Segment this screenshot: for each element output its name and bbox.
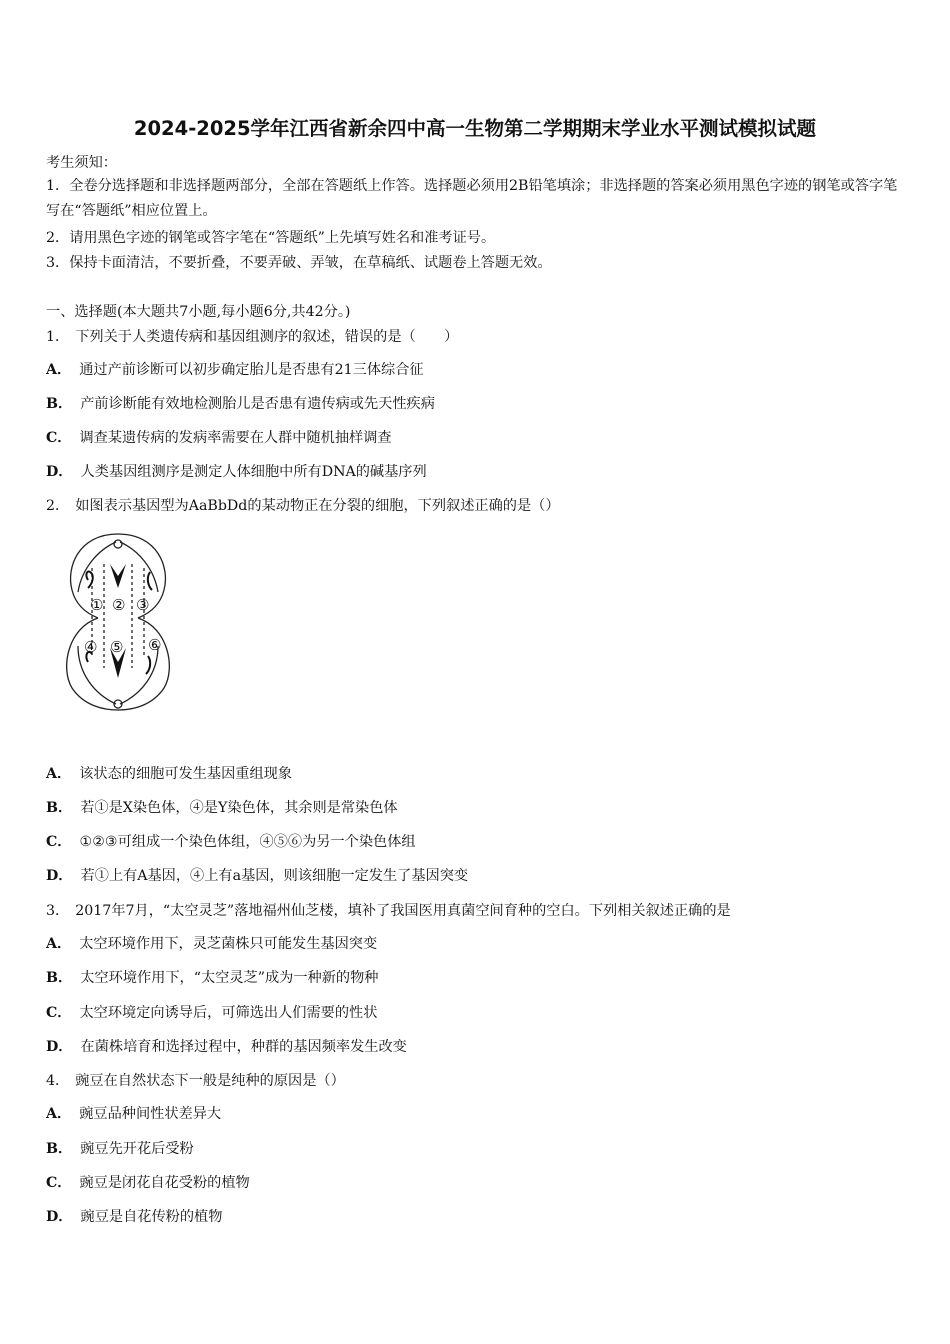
- option-2d: D． 若①上有A基因，④上有a基因，则该细胞一定发生了基因突变: [46, 868, 469, 884]
- cell-division-figure: [58, 528, 178, 714]
- question-number: 2．: [46, 498, 70, 514]
- label-4: ④: [84, 638, 98, 656]
- option-1a: A． 通过产前诊断可以初步确定胎儿是否患有21三体综合征: [46, 362, 424, 378]
- notice-item-3: 3．保持卡面清洁，不要折叠，不要弄破、弄皱，在草稿纸、试题卷上答题无效。: [46, 255, 552, 271]
- label-1: ①: [90, 596, 104, 614]
- question-3: [46, 900, 731, 920]
- question-stem: 如图表示基因型为AaBbDd的某动物正在分裂的细胞，下列叙述正确的是（）: [75, 498, 560, 514]
- option-4b: B． 豌豆先开花后受粉: [46, 1141, 194, 1157]
- question-number: 4．: [46, 1073, 70, 1089]
- label-3: ③: [136, 596, 150, 614]
- option-3a: A． 太空环境作用下，灵芝菌株只可能发生基因突变: [46, 936, 378, 952]
- notice-item-1: 1．全卷分选择题和非选择题两部分，全部在答题纸上作答。选择题必须用2B铅笔填涂；非选择题的答案必须用黑色字迹的钢笔或答字笔写在“答题纸”相应位置上。: [46, 178, 898, 219]
- option-3b: B． 太空环境作用下，“太空灵芝”成为一种新的物种: [46, 970, 379, 986]
- option-1d: D． 人类基因组测序是测定人体细胞中所有DNA的碱基序列: [46, 464, 427, 480]
- option-4d: D． 豌豆是自花传粉的植物: [46, 1209, 223, 1225]
- option-4c: C． 豌豆是闭花自花受粉的植物: [46, 1175, 250, 1191]
- label-5: ⑤: [110, 638, 124, 656]
- question-number: 1．: [46, 329, 70, 345]
- option-1b: B． 产前诊断能有效地检测胎儿是否患有遗传病或先天性疾病: [46, 396, 435, 412]
- question-4: [46, 1070, 345, 1090]
- question-stem: 豌豆在自然状态下一般是纯种的原因是（）: [75, 1073, 345, 1089]
- option-4a: A． 豌豆品种间性状差异大: [46, 1106, 222, 1122]
- label-2: ②: [112, 596, 126, 614]
- question-stem: 2017年7月，“太空灵芝”落地福州仙芝楼，填补了我国医用真菌空间育种的空白。下列相关叙述正确的是: [75, 903, 731, 919]
- option-2c: C． ①②③可组成一个染色体组，④⑤⑥为另一个染色体组: [46, 834, 416, 850]
- option-1c: C． 调查某遗传病的发病率需要在人群中随机抽样调查: [46, 430, 392, 446]
- option-3d: D． 在菌株培育和选择过程中，种群的基因频率发生改变: [46, 1039, 407, 1055]
- label-6: ⑥: [148, 636, 162, 654]
- question-2: [46, 495, 560, 515]
- notice-item-2: 2．请用黑色字迹的钢笔或答字笔在“答题纸”上先填写姓名和准考证号。: [46, 230, 496, 246]
- option-2a: A． 该状态的细胞可发生基因重组现象: [46, 766, 293, 782]
- option-2b: B． 若①是X染色体，④是Y染色体，其余则是常染色体: [46, 800, 398, 816]
- notice-heading: 考生须知：: [46, 155, 117, 171]
- option-3c: C． 太空环境定向诱导后，可筛选出人们需要的性状: [46, 1005, 378, 1021]
- question-stem: 下列关于人类遗传病和基因组测序的叙述，错误的是（ ）: [75, 329, 459, 345]
- page-title: 2024-2025学年江西省新余四中高一生物第二学期期末学业水平测试模拟试题: [133, 117, 817, 140]
- section-heading: 一、选择题(本大题共7小题,每小题6分,共42分。): [46, 304, 351, 320]
- question-number: 3．: [46, 903, 70, 919]
- question-1: [46, 326, 458, 346]
